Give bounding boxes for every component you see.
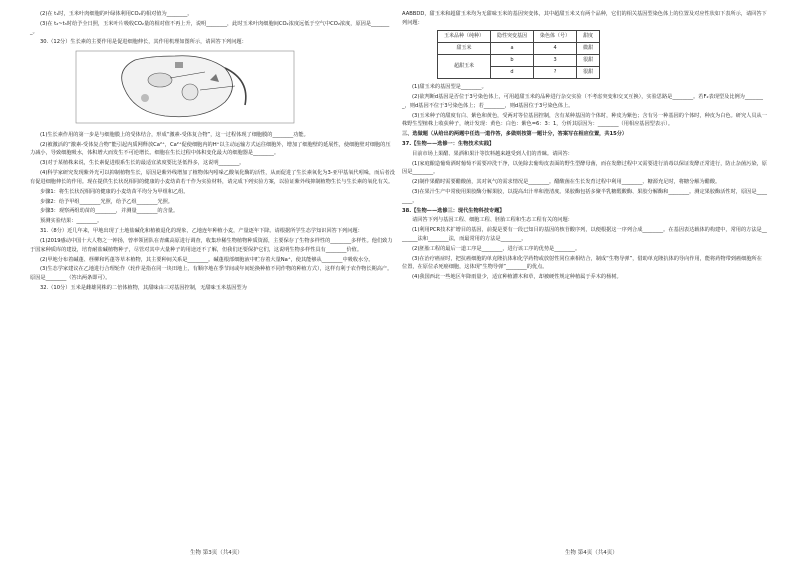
q30-part2: (2)被激活的“激素-受体复合物”能引起内质网释放Ca²⁺，Ca²⁺促使细胞内的H⁺以主动运输方式运往细胞外，增加了细胞壁的延展性，使细胞壁对细胞的压力减小，导致细胞吸水，体积增大而发生不可逆增长。细胞在生长过程中体积变化最大的细胞器是________。 xyxy=(30,141,391,157)
table-header: 染色体（号） xyxy=(534,31,577,43)
table-cell: 很甜 xyxy=(577,55,600,67)
q30-step1: 步骤1：将生长状况相同的健康的小麦幼苗平均分为甲组和乙组。 xyxy=(40,188,189,195)
q30-step2: 步骤2：给予甲组________光照，给予乙组________光照。 xyxy=(40,198,173,205)
table-cell: 甜玉米 xyxy=(438,43,491,55)
q30-step3: 步骤3：观察两组幼苗的________，并测量________的含量。 xyxy=(40,208,179,215)
table-cell: d xyxy=(491,67,534,79)
left-page-footer: 生物 第3页（共4页） xyxy=(190,550,243,556)
table-cell: 超甜玉米 xyxy=(438,55,491,79)
table-cell: b xyxy=(491,55,534,67)
q30-stem: 30.（12分）生长素的主要作用是促进细胞伸长，其作用机理如图所示，请回答下列问题： xyxy=(40,39,247,46)
table-cell: 很甜 xyxy=(577,67,600,79)
left-column xyxy=(30,10,395,294)
q29-part2: (2)在 t₁时，玉米叶肉细胞的叶绿体利用CO₂的相对值为________。 xyxy=(40,11,193,17)
q37-part2: (2)制作果醋时需要醋酸菌，其对氧气的需求情况是________。醋酸菌在生长发育过程中利用________、糖源充足时，将糖分解为醋酸。 xyxy=(412,179,721,186)
table-cell: 微甜 xyxy=(577,43,600,55)
auxin-mechanism-diagram xyxy=(75,50,295,124)
table-row xyxy=(438,55,600,67)
table-row xyxy=(438,43,600,55)
q30-prediction: 预测实验结果：________。 xyxy=(40,218,103,225)
q38-intro: 请回答下列与基因工程、细胞工程、胚胎工程和生态工程有关的问题： xyxy=(412,217,573,224)
q38-part4: (4)我国西北一些地区年降雨量少，适宜种植灌木和草，却被硬性规定种植属于乔木的杨树。 xyxy=(412,274,622,281)
vacuole xyxy=(182,84,198,100)
table-cell: 4 xyxy=(534,43,577,55)
q32-continued: AABBDD，甜玉米和超甜玉米均为无甜味玉米的基因突变体，其中超甜玉米又有两个品种，它们的相关基因型染色体上的位置及对应性状如下表所示，请回答下列问题： xyxy=(402,11,767,26)
q31-stem: 31.（8分）近几年来，甲地出现了土地盐碱化和植被退化的现象，乙地连年种植小麦，产量逐年下降。请根据所学生态学知识回答下列问题： xyxy=(40,228,363,235)
q37-part1: (1)家庭酿造葡萄酒时葡萄不需要冲洗干净，以免除去葡萄皮表面的野生型酵母菌，而在发酵过程中又需要进行消毒以保证发酵正常进行，防止杂菌污染，原因是________。 xyxy=(402,160,767,176)
genotype-table xyxy=(437,30,600,79)
q38-heading: 38.【生物——选修三：现代生物科技专题】 xyxy=(402,207,505,214)
receptor xyxy=(175,62,183,68)
endoplasmic-reticulum xyxy=(148,73,172,87)
table-cell: ? xyxy=(534,67,577,79)
table-cell: 3 xyxy=(534,55,577,67)
q30-part4: (4)科学家研究发现紫外光可以抑制植物生长，原因是紫外线增加了植物体内吲哚乙酸氧化酶的活性，从而促进了生长素氧化为3-亚甲基氧代吲哚，而后者没有促进细胞伸长的作用。现在提供生长状况相同的健康的小麦幼苗若干作为实验材料，请完成下列实验方案，以验证紫外线抑制植物生长与生长素的氧化有关。 xyxy=(30,170,395,185)
table-header: 隐性突变基因 xyxy=(491,31,534,43)
q32-part3: (3)玉米种子的甜度有白、紫色和黄色，受两对等位基因控制，含有某种基因的个体时，种皮为紫色；含有另一种基因的个体时，种皮为白色。研究人员从一株野生型植株上收获种子，统计发现：黄色：白色：紫色=6：3：1，分析其原因为：________（用相应基因型表示）。 xyxy=(402,112,767,128)
q37-intro: 目前市场上果醋、果酒和果汁等饮料越来越受到人们的青睐。请回答： xyxy=(412,150,573,157)
q30-part1: (1)生长素作用的第一步是与细胞膜上的受体结合，形成“激素-受体复合物”，这一过程体现了细胞膜的________功能。 xyxy=(40,131,309,138)
table-header: 玉米品种（纯种） xyxy=(438,31,491,43)
q29-part3: (3)在 t₂~t₃时给予全日照，玉米叶片吸收CO₂量的相对值不再上升，说明________，此时玉米叶肉细胞间CO₂浓度远低于空气中CO₂浓度，原因是________。 xyxy=(30,20,390,36)
table-cell: a xyxy=(491,43,534,55)
table-header: 甜度 xyxy=(577,31,600,43)
q31-part1: (1)2019感动中国十大人物之一钟扬，曾率领团队在青藏高原进行调查，收集珍稀生物植物种质资源，主要保存了生物多样性的________多样性。他们致力于国家种质库的建设，培育耐盐碱植物种子，尽管对其中大量种子的用途还不了解，但我们还要保护它们，这说明生物多样性具有________价值。 xyxy=(30,238,393,253)
q32-part1: (1)甜玉米的基因型是________。 xyxy=(412,84,487,91)
q37-heading: 37.【生物——选修一：生物技术实践】 xyxy=(402,140,495,147)
ca-granule xyxy=(141,94,149,102)
table-header-row xyxy=(438,31,600,43)
q38-part2: (2)胚胎工程的最后一道工序是________，进行该工序的优势是________。 xyxy=(412,245,581,252)
right-column xyxy=(402,10,767,283)
right-page-footer: 生物 第4页（共4页） xyxy=(565,550,618,556)
q32-stem: 32.（10分）玉米是雌雄同株的二倍体植物，其甜味由三对基因控制，无甜味玉米基因型为 xyxy=(40,284,247,291)
q31-part3: (3)生态学家建议在乙地进行合理轮作（轮作是指在同一块田地上，有顺序地在季节间或年间轮换种植不同作物的种植方式），这样有利于农作物长期高产。原因是________（答出两条即可）。 xyxy=(30,266,393,282)
q30-part3: (3)对于某植株来说，生长素促进根系生长的最适宜浓度要比茎低得多，这说明________。 xyxy=(40,160,245,167)
q37-part3: (3)在果汁生产中常使用果胶酶分解果胶，以提高出汁率和澄清度。果胶酶包括多聚半乳糖醛酸酶、果胶分解酶和________。测定果胶酶活性时，原因是________。 xyxy=(402,189,767,204)
q32-part2: (2)欲判断d基因是否位于3号染色体上，可用超甜玉米的品种进行杂交实验（不考虑突变和交叉互换），实验思路是________。若F₂表现型及比例为________，则d基因不位于3号染色体上；若________，则d基因位于3号染色体上。 xyxy=(402,94,763,109)
q31-part2: (2)甲地分布着碱蓬、柽柳和钙蓬等草本植物，其主要种间关系是________。碱蓬根部细胞液中贮存着大量Na⁺，使其能够从________中吸收水分。 xyxy=(40,256,374,263)
q38-part3: (3)在治疗癌症时，把抗癌细胞的单克隆抗体和化学药物或放射性同位素相结合，制成“生物导弹”，借助单克隆抗体的导向作用，能将药物带到癌细胞所在位置，在原位杀死癌细胞，这体现“生物导弹”________的优点。 xyxy=(402,255,762,271)
section-3-heading: 三、选做题（从给出的两题中任选一道作答，多做则按第一题计分，答案写在相应位置，共15分） xyxy=(402,131,628,138)
q38-part1: (1)利用PCR技术扩增目的基因，前提是要有一段已知目的基因的核苷酸序列，以便根据这一序列合成________。在基因表达载体的构建中，常用的方法是________法和________法，而最常用的方法是________。 xyxy=(402,227,767,242)
